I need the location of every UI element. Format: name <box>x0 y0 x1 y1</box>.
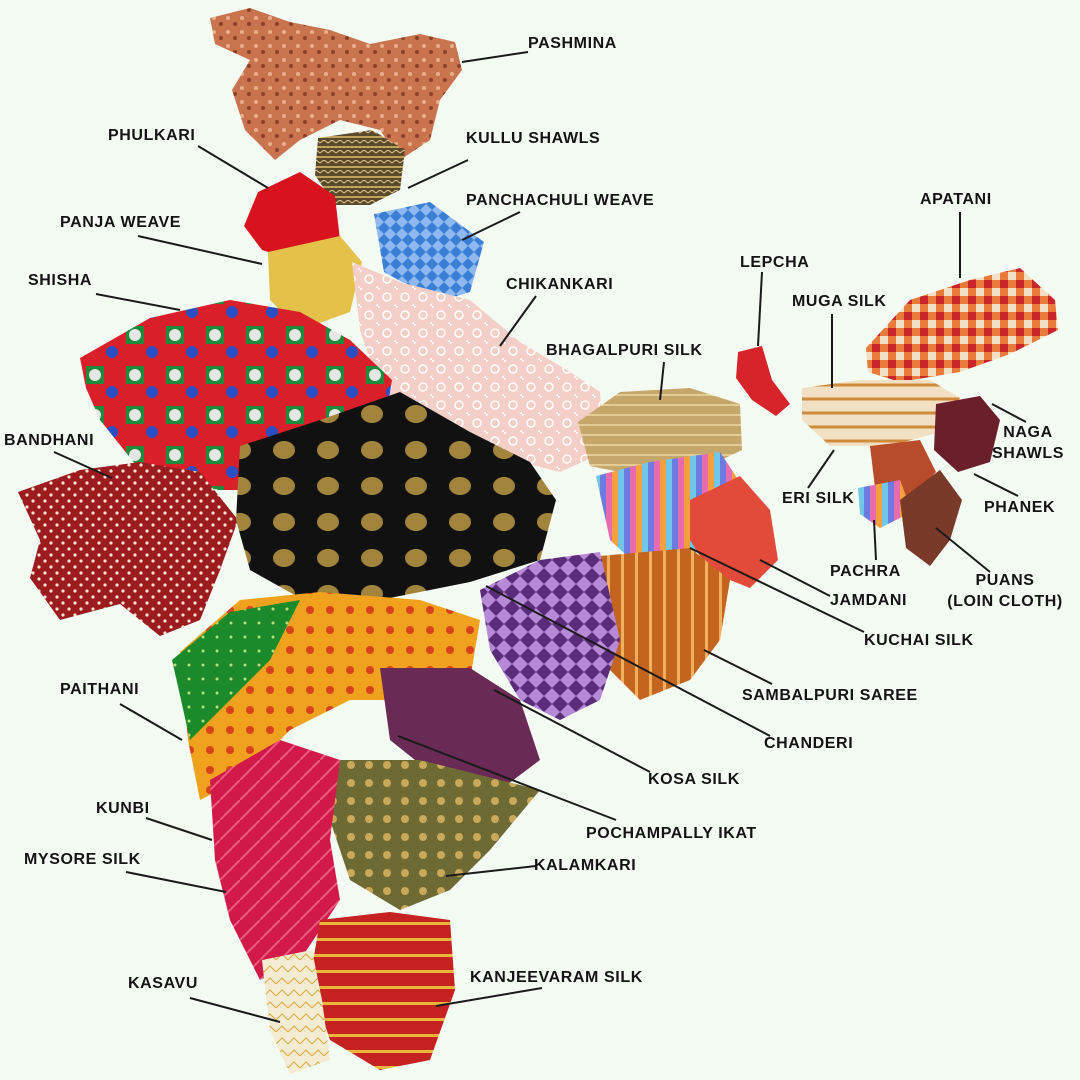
label-puans-line1: PUANS <box>975 572 1035 589</box>
region-kalamkari <box>330 760 540 910</box>
label-naga-shawls-line2: SHAWLS <box>991 445 1065 462</box>
label-puans-line2: (LOIN CLOTH) <box>947 593 1063 610</box>
region-lepcha <box>736 346 790 416</box>
leader-kasavu <box>190 998 280 1022</box>
leader-puans <box>936 528 990 572</box>
label-bandhani: BANDHANI <box>4 432 95 449</box>
leader-sambalpuri <box>704 650 772 684</box>
leader-lepcha <box>758 272 762 346</box>
northeast-map-body <box>736 268 1058 566</box>
label-phanek: PHANEK <box>984 499 1056 516</box>
leader-panchachuli <box>462 212 520 240</box>
label-chanderi: CHANDERI <box>764 735 854 752</box>
label-shisha: SHISHA <box>28 272 93 289</box>
label-kalamkari: KALAMKARI <box>534 857 637 874</box>
label-jamdani: JAMDANI <box>830 592 908 609</box>
label-naga-shawls-line1: NAGA <box>1003 424 1053 441</box>
leader-kullu <box>408 160 468 188</box>
label-muga-silk: MUGA SILK <box>792 293 887 310</box>
label-chikankari: CHIKANKARI <box>506 276 614 293</box>
leader-panja <box>138 236 262 264</box>
label-kanjeevaram-silk: KANJEEVARAM SILK <box>470 969 643 986</box>
label-panja-weave: PANJA WEAVE <box>60 214 181 231</box>
leader-chikankari <box>500 296 536 346</box>
leader-phanek <box>974 474 1018 496</box>
label-kullu-shawls: KULLU SHAWLS <box>466 130 601 147</box>
leader-jamdani <box>760 560 830 596</box>
region-sambalpuri <box>600 548 730 700</box>
label-phulkari: PHULKARI <box>108 127 196 144</box>
label-kuchai-silk: KUCHAI SILK <box>864 632 974 649</box>
label-mysore-silk: MYSORE SILK <box>24 851 141 868</box>
leader-phulkari <box>198 146 268 188</box>
leader-kunbi <box>146 818 212 840</box>
region-bandhani <box>18 462 238 636</box>
label-kunbi: KUNBI <box>96 800 150 817</box>
label-sambalpuri-saree: SAMBALPURI SAREE <box>742 687 918 704</box>
label-naga-shawls <box>988 422 1068 464</box>
label-panchachuli-weave: PANCHACHULI WEAVE <box>466 192 655 209</box>
label-apatani: APATANI <box>920 191 992 208</box>
label-pachra: PACHRA <box>830 563 901 580</box>
region-kanjee <box>310 912 455 1070</box>
label-bhagalpuri-silk: BHAGALPURI SILK <box>546 342 703 359</box>
leader-pashmina <box>462 52 528 62</box>
leader-pachra <box>874 520 876 560</box>
label-eri-silk: ERI SILK <box>782 490 855 507</box>
india-map-body <box>18 8 778 1074</box>
leader-shisha <box>96 294 180 310</box>
region-apatani <box>866 268 1058 382</box>
label-puans <box>932 570 1078 612</box>
label-pochampally-ikat: POCHAMPALLY IKAT <box>586 825 757 842</box>
label-kosa-silk: KOSA SILK <box>648 771 740 788</box>
leader-paithani <box>120 704 182 740</box>
label-paithani: PAITHANI <box>60 681 140 698</box>
label-pashmina: PASHMINA <box>528 35 617 52</box>
label-kasavu: KASAVU <box>128 975 198 992</box>
leader-mysore <box>126 872 226 892</box>
label-lepcha: LEPCHA <box>740 254 810 271</box>
leader-eri <box>808 450 834 488</box>
